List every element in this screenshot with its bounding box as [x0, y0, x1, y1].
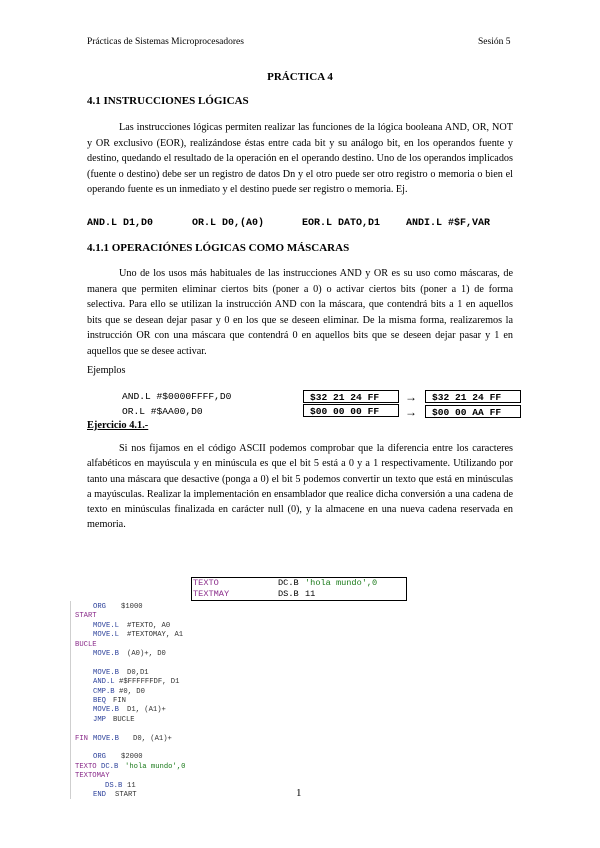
- code-line: [71, 791, 349, 800]
- code-operand: #0, D0: [119, 687, 145, 696]
- ejemplos-label: Ejemplos: [87, 365, 126, 376]
- code-opcode: ORG: [93, 753, 106, 762]
- code-listing: [70, 601, 351, 799]
- code-opcode: ORG: [93, 603, 106, 611]
- code-line: [71, 706, 349, 715]
- example-instruction: ANDI.L #$F,VAR: [406, 218, 491, 229]
- code-line: [71, 782, 349, 791]
- register-before: $00 00 00 FF: [303, 404, 399, 417]
- section-4-1-1-paragraph: Uno de los usos más habituales de las instrucciones AND y OR es su uso como máscaras, de manera que permiten eliminar ciertos bits (poner a 0) o activar ciertos bits (poner a 1) de forma selectiva. Para ello se utilizan la instrucción AND con la máscara, que contendrá bits a 1 en aquellos bits que se desean dejar pasar y 0 en los que se deseen eliminar. De la misma forma, realizaremos la instrucción OR con una máscara que contendrá 0 en aquellos bits que se deseen dejar pasar y 1 en aquellos que se desee activar.: [87, 268, 513, 357]
- code-line: [71, 772, 349, 781]
- code-operand: D0,D1: [127, 668, 149, 677]
- code-operand: FIN: [113, 697, 126, 705]
- code-opcode: MOVE.B: [93, 734, 119, 743]
- code-opcode: DS.B: [105, 781, 123, 790]
- code-line: [71, 725, 349, 734]
- page-number: 1: [296, 787, 302, 799]
- example-instruction: AND.L D1,D0: [87, 218, 154, 229]
- arrow-icon: →: [405, 405, 417, 419]
- code-operand: D0, (A1)+: [133, 734, 172, 743]
- code-line: [71, 688, 349, 697]
- code-label: FIN: [75, 734, 88, 743]
- code-line: [71, 669, 349, 678]
- mask-instruction: OR.L #$AA00,D0: [122, 406, 203, 417]
- code-line: [71, 735, 349, 744]
- data-declaration-table: [191, 577, 407, 601]
- table-label: TEXTO: [193, 578, 219, 588]
- section-heading-4-1-1: 4.1.1 OPERACIÓNES LÓGICAS COMO MÁSCARAS: [87, 242, 350, 254]
- code-operand: D1, (A1)+: [127, 706, 166, 715]
- table-directive: DC.B: [278, 578, 299, 588]
- code-label: START: [75, 612, 97, 621]
- exercise-heading: Ejercicio 4.1.-: [87, 420, 149, 431]
- code-operand: 'hola mundo',0: [125, 762, 186, 771]
- code-label: TEXTO: [75, 762, 97, 771]
- mask-instruction: AND.L #$0000FFFF,D0: [122, 391, 232, 402]
- running-header-left: Prácticas de Sistemas Microprocesadores: [87, 37, 244, 47]
- code-label: TEXTOMAY: [75, 772, 110, 781]
- code-opcode: MOVE.L: [93, 621, 119, 630]
- table-label: TEXTMAY: [193, 589, 230, 599]
- code-line: [71, 612, 349, 621]
- code-line: [71, 641, 349, 650]
- code-opcode: DC.B: [101, 762, 119, 771]
- table-argument: 11: [305, 589, 316, 599]
- code-line: [71, 716, 349, 725]
- practice-title: PRÁCTICA 4: [267, 71, 333, 83]
- code-opcode: END: [93, 791, 106, 799]
- code-line: [71, 603, 349, 612]
- section-heading-4-1: 4.1 INSTRUCCIONES LÓGICAS: [87, 95, 249, 107]
- code-operand: #TEXTOMAY, A1: [127, 631, 184, 640]
- code-line: [71, 753, 349, 762]
- code-operand: 11: [127, 781, 136, 790]
- code-operand: BUCLE: [113, 715, 135, 724]
- code-opcode: MOVE.B: [93, 650, 119, 658]
- code-line: [71, 622, 349, 631]
- code-line: [71, 744, 349, 753]
- code-operand: #$FFFFFFDF, D1: [119, 678, 180, 687]
- section-4-1-paragraph: Las instrucciones lógicas permiten realizar las funciones de la lógica booleana AND, OR, NOT y OR exclusivo (EOR), realizándose éstas entre cada bit y su análogo bit, en los operandos fuente y destino, quedando el resultado de la operación en el operando destino. Uno de los operandos implicados (fuente o destino) debe ser un registro de datos Dn y el otro puede ser otro registro o memoria o bien el operando fuente es un inmediato y el destino puede ser registro o memoria. Ej.: [87, 122, 513, 196]
- code-operand: START: [115, 791, 137, 799]
- example-instruction: EOR.L DATO,D1: [302, 218, 381, 229]
- code-opcode: MOVE.L: [93, 631, 119, 640]
- code-opcode: JMP: [93, 715, 106, 724]
- register-after: $00 00 AA FF: [425, 405, 521, 418]
- code-opcode: BEQ: [93, 697, 106, 705]
- code-operand: $1000: [121, 603, 143, 611]
- register-before: $32 21 24 FF: [303, 390, 399, 403]
- example-instruction: OR.L D0,(A0): [192, 218, 265, 229]
- code-line: [71, 650, 349, 659]
- code-label: BUCLE: [75, 640, 97, 649]
- code-line: [71, 678, 349, 687]
- code-opcode: MOVE.B: [93, 706, 119, 715]
- arrow-icon: →: [405, 390, 417, 404]
- code-opcode: MOVE.B: [93, 668, 119, 677]
- code-line: [71, 659, 349, 668]
- running-header-right: Sesión 5: [478, 37, 511, 47]
- exercise-paragraph: Si nos fijamos en el código ASCII podemos comprobar que la diferencia entre los caracteres alfabéticos en mayúscula y en minúscula es que el bit 5 está a 0 y a 1 respectivamente. Utilizando por tanto una máscara que desactive (ponga a 0) el bit 5 podemos convertir un texto que está en minúsculas a mayúsculas. Realizar la implementación en ensamblador que realice dicha conversión a una cadena de texto en minúsculas finalizada en carácter null (0), y la almacene en una nueva cadena reservada en memoria.: [87, 443, 513, 531]
- register-after: $32 21 24 FF: [425, 390, 521, 403]
- code-line: [71, 763, 349, 772]
- code-opcode: CMP.B: [93, 687, 115, 696]
- code-line: [71, 697, 349, 706]
- code-operand: $2000: [121, 753, 143, 762]
- code-operand: #TEXTO, A0: [127, 621, 171, 630]
- table-argument: 'hola mundo',0: [305, 578, 378, 588]
- code-operand: (A0)+, D0: [127, 650, 166, 658]
- code-opcode: AND.L: [93, 678, 115, 687]
- table-directive: DS.B: [278, 589, 299, 599]
- code-line: [71, 631, 349, 640]
